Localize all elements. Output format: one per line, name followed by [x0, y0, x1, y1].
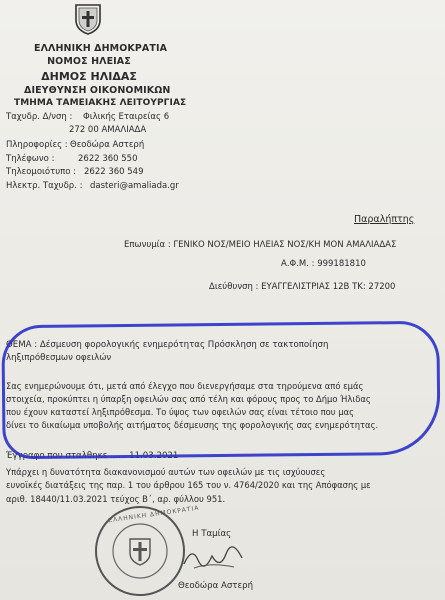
subject-line-2: ληξιπρόθεσμων οφειλών: [6, 353, 112, 363]
header-municipality: ΔΗΜΟΣ ΗΛΙΔΑΣ: [41, 70, 137, 83]
email-label: Ηλεκτρ. Ταχυδρ. :: [6, 181, 83, 191]
address-label: Ταχυδρ. Δ/νση :: [6, 112, 73, 122]
recipient-afm: Α.Φ.Μ. : 999181810: [281, 259, 366, 269]
signature-role: Η Ταμίας: [192, 529, 232, 539]
header-prefecture: ΝΟΜΟΣ ΗΛΕΙΑΣ: [47, 56, 131, 67]
body-p3-line-1: Υπάρχει η δυνατότητα διακανονισμού αυτών των οφειλών με τις ισχύουσες: [6, 467, 326, 477]
body-p1-line-1: Σας ενημερώνουμε ότι, μετά από έλεγχο που διενεργήσαμε στα τηρούμενα από εμάς: [6, 381, 364, 391]
header-republic: ΕΛΛΗΝΙΚΗ ΔΗΜΟΚΡΑΤΙΑ: [34, 43, 168, 54]
phone-value: 2622 360 550: [78, 154, 138, 164]
fax-value: 2622 360 549: [84, 167, 144, 177]
body-p1-line-4: δίνει το δικαίωμα υποβολής αιτήματος δέσμευσης της φορολογικής σας ενημερότητας.: [6, 420, 379, 430]
signature-scribble: [180, 540, 250, 574]
seal-text: ΕΛΛΗΝΙΚΗ ΔΗΜΟΚΡΑΤΙΑ: [107, 504, 200, 525]
recipient-heading: Παραλήπτης: [354, 214, 415, 225]
body-p3-line-3: αριθ. 18440/11.03.2021 τεύχος Β΄, αρ. φύλλου 951.: [6, 494, 226, 504]
subject-line-1: ΘΕΜΑ : Δέσμευση φορολογικής ενημερότητας Πρόσκληση σε τακτοποίηση: [6, 340, 329, 350]
email-value: dasteri@amaliada.gr: [90, 181, 179, 191]
recipient-name: Επωνυμία : ΓΕΝΙΚΟ ΝΟΣ/ΜΕΙΟ ΗΛΕΙΑΣ ΝΟΣ/ΚΗ ΜΟΝ ΑΜΑΛΙΑΔΑΣ: [124, 240, 397, 250]
fax-label: Τηλεομοιότυπο :: [6, 167, 77, 177]
signature-name: Θεοδώρα Αστερή: [178, 581, 254, 591]
phone-label: Τηλέφωνο :: [6, 154, 55, 164]
body-p3-line-2: ευνοϊκές διατάξεις της παρ. 1 του άρθρου 165 του ν. 4764/2020 και της Απόφασης με: [6, 480, 371, 490]
info-label: Πληροφορίες :: [6, 140, 68, 150]
coat-of-arms-icon: [72, 2, 104, 36]
recipient-address: Διεύθυνση : ΕΥΑΓΓΕΛΙΣΤΡΙΑΣ 12Β ΤΚ: 27200: [209, 282, 396, 292]
body-p2: Έγγραφο που σταλθηκε ...... 11.03.2021: [6, 451, 179, 461]
body-p1-line-3: που έχουν καταστεί ληξιπρόθεσμα. Το ύψος των οφειλών σας είναι τέτοιο που μας: [6, 407, 355, 417]
postcode: 272 00 ΑΜΑΛΙΑΔΑ: [69, 125, 147, 135]
body-p1-line-2: στοιχεία, προκύπτει η ύπαρξη οφειλών σας από τέλη και φόρους προς το Δήμο Ήλιδας: [6, 394, 371, 404]
header-department: ΤΜΗΜΑ ΤΑΜΕΙΑΚΗΣ ΛΕΙΤΟΥΡΓΙΑΣ: [14, 98, 187, 108]
info-value: Θεοδώρα Αστερή: [70, 140, 145, 150]
address-value: Φιλικής Εταιρείας 6: [83, 112, 170, 122]
header-directorate: ΔΙΕΥΘΥΝΣΗ ΟΙΚΟΝΟΜΙΚΩΝ: [24, 85, 171, 96]
